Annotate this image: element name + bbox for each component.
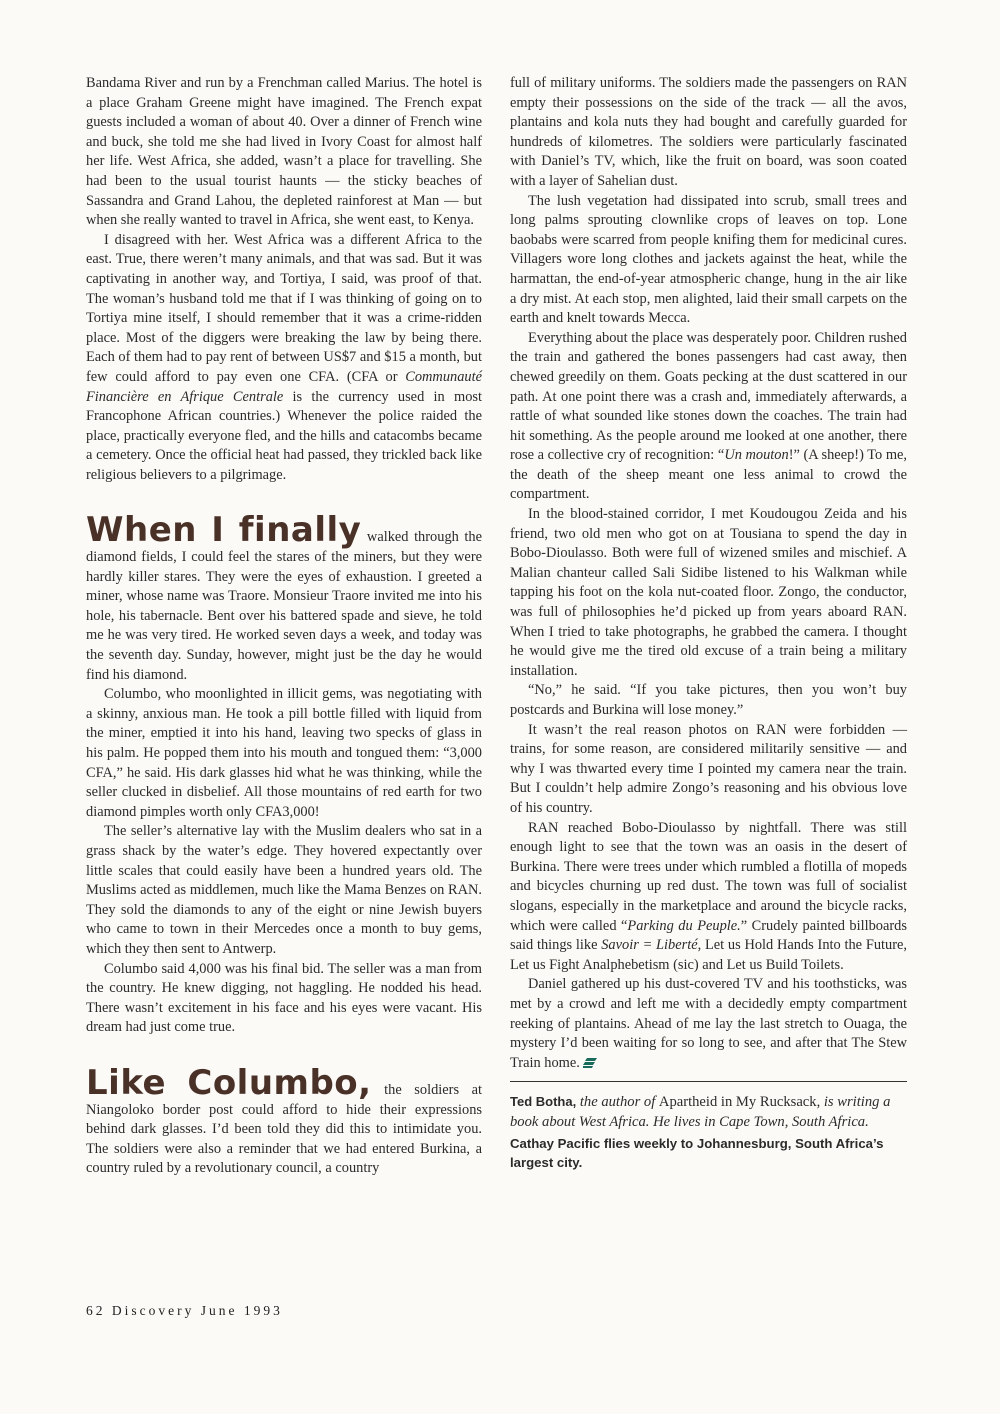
- text-run: RAN reached Bobo-Dioulasso by nightfall. There was still enough light to see that the town was an oasis in the desert of Burkina. There were trees under which rumbled a flotilla of mopeds and bicycles churning up red dust. The town was full of socialist slogans, especially in the marketplace and around the bicycle racks, which were called “: [510, 819, 907, 934]
- paragraph: [510, 975, 907, 1073]
- left-column: [86, 74, 482, 1179]
- text-run: I disagreed with her. West Africa was a different Africa to the east. True, there weren’t many animals, and that was sad. But it was captivating in another way, and Tortiya, I said, was proof of that. The woman’s husband told me that if I was thinking of going on to Tortiya mine itself, I should remember that it was a crime-ridden place. Most of the diggers were breaking the law by being there. Each of them had to pay rent of between US$7 and $15 a month, but few could afford to pay even one CFA. (CFA or: [86, 231, 482, 385]
- author-name: Ted Botha,: [510, 1094, 577, 1110]
- italic-text: Un mouton: [724, 447, 789, 464]
- text-run: Daniel gathered up his dust-covered TV and his toothsticks, was met by a crowd and left me with a decidedly empty compartment reeking of plantains. Ahead of me lay the last stretch to Ouaga, the mystery I’d been waiting for so long to see, and after that The Stew Train home.: [510, 976, 907, 1071]
- paragraph: Columbo said 4,000 was his final bid. The seller was a man from the country. He knew digging, not haggling. He nodded his head. There wasn’t excitement in his face and his eyes were vacant. His dream had just come true.: [86, 960, 482, 1036]
- paragraph: [86, 510, 482, 685]
- right-column: [510, 74, 907, 1172]
- text-run: Let us Hold Hands Into the Future, Let us Fight Analphebetism (sic) and Let us Build Toilets.: [510, 937, 907, 973]
- paragraph: Bandama River and run by a Frenchman called Marius. The hotel is a place Graham Greene might have imagined. The French expat guests included a woman of about 40. Over a dinner of French wine and buck, she told me she had lived in Ivory Coast for almost half her life. West Africa, she added, wasn’t a place for travelling. She had been to the usual tourist haunts — the sticky beaches of Sassandra and Grand Lahou, the depleted rainforest at Man — but when she really wanted to travel in Africa, she went east, to Kenya.: [86, 75, 482, 229]
- paragraph: [510, 329, 907, 505]
- paragraph: [510, 819, 907, 976]
- paragraph: [86, 231, 482, 486]
- text-run: walked through the diamond fields, I could feel the stares of the miners, but they were hardly killer stares. They were the eyes of exhaustion. I greeted a miner, whose name was Traore. Monsieur Traore invited me into his hole, his tabernacle. Bent over his battered spade and sieve, he told me he was very tired. He worked seven days a week, and today was the seventh day. Sunday, however, might just be the day he would find his diamond.: [86, 529, 482, 683]
- paragraph: The lush vegetation had dissipated into scrub, small trees and long palms sprouting clownlike crops of leaves on top. Lone baobabs were scarred from people knifing them for medicinal cures. Villagers wore long clothes and jackets against the heat, while the harmattan, the end-of-year atmospheric change, hung in the air like a dry mist. At each stop, men alighted, laid their small carpets on the earth and knelt towards Mecca.: [510, 192, 907, 327]
- paragraph: [86, 1062, 483, 1179]
- text-run: Everything about the place was desperately poor. Children rushed the train and gathered the bones passengers had cast away, then chewed greedily on them. Goats pecking at the dust scattered in our path. At one point there was a crash and, immediately afterwards, a rattle of what sounded like stones down the coaches. The train had hit something. As the people around me looked at one another, there rose a collective cry of recognition: “: [510, 329, 907, 464]
- italic-text: Communauté Financière en Afrique Centrale: [86, 368, 482, 405]
- text-run: is writing a book about West Africa. He lives in Cape Town, South Africa.: [510, 1094, 891, 1130]
- paragraph: In the blood-stained corridor, I met Koudougou Zeida and his friend, two old men who got on at Tousiana to spend the day in Bobo-Dioulasso. Both were full of wizened smiles and mischief. A Malian chanteur called Sali Sidibe listened to his Walkman while tapping his foot on the kola nut-coated floor. Zongo, the conductor, was full of philosophies he’d picked up from years aboard RAN. When I tried to take photographs, he grabbed the camera. I thought he would give me the tired old excuse of a train being a military installation.: [510, 506, 907, 679]
- text-run: !” (A sheep!) To me, the death of the sheep meant one less animal to crowd the compartment.: [510, 447, 908, 503]
- text-run: the soldiers at Niangoloko border post could afford to hide their expressions behind dark glasses. I’d been told they did this to intimidate you. The soldiers were also a reminder that we had entered Burkina, a country ruled by a revolutionary council, a country: [86, 1081, 483, 1177]
- book-title: Apartheid in My Rucksack,: [658, 1094, 821, 1111]
- paragraph: Columbo, who moonlighted in illicit gems, was negotiating with a skinny, anxious man. He took a pill bottle filled with liquid from the miner, emptied it into his hand, leaving two specks of glass in his palm. He popped them into his mouth and tongued them: “3,000 CFA,” he said. His dark glasses hid what he was thinking, while the seller clucked in disbelief. All those mountains of red earth for two diamond pimples worth only CFA3,000!: [86, 686, 482, 820]
- author-bio-block: [510, 1081, 907, 1172]
- author-bio: [510, 1092, 907, 1132]
- section-lead-in-headline: When I finally: [86, 510, 362, 551]
- text-run: is the currency used in most Francophone African countries.) Whenever the police raided the place, practically everyone fled, and the hills and catacombs became a cemetery. Once the official heat had passed, they trickled back like religious believers to a pilgrimage.: [86, 388, 482, 483]
- paragraph: It wasn’t the real reason photos on RAN were forbidden — trains, for some reason, are considered militarily sensitive — and why I was thwarted every time I pointed my camera near the train. But I couldn’t help admire Zongo’s reasoning and his obvious love of his country.: [510, 721, 907, 816]
- paragraph: The seller’s alternative lay with the Muslim dealers who sat in a grass shack by the water’s edge. They hovered expectantly over little scales that could easily have been a hundred years old. The Muslims acted as middlemen, much like the Mama Benzes on RAN. They sold the diamonds to any of the eight or nine Jewish buyers who came to town in their Mercedes once a month to buy gems, which they then sent to Antwerp.: [86, 823, 482, 957]
- paragraph: “No,” he said. “If you take pictures, then you won’t buy postcards and Burkina will lose money.”: [510, 682, 907, 718]
- section-lead-in-headline: Like Columbo,: [86, 1062, 372, 1103]
- text-run: ” Crudely painted billboards said things like: [510, 917, 907, 954]
- sponsor-note: Cathay Pacific flies weekly to Johannesburg, South Africa’s largest city.: [510, 1136, 884, 1171]
- text-run: the author of: [576, 1094, 659, 1111]
- end-of-article-icon: [583, 1058, 597, 1068]
- paragraph: full of military uniforms. The soldiers made the passengers on RAN empty their possessions on the side of the track — all the avos, plantains and kola nuts they had bought and carefully guarded for hundreds of kilometres. The soldiers were particularly fascinated with Daniel’s TV, which, like the fruit on board, was soon coated with a layer of Sahelian dust.: [510, 75, 907, 189]
- page-footer: 62 Discovery June 1993: [86, 1303, 283, 1318]
- italic-text: Parking du Peuple.: [627, 917, 741, 934]
- italic-text: Savoir = Liberté,: [601, 937, 702, 954]
